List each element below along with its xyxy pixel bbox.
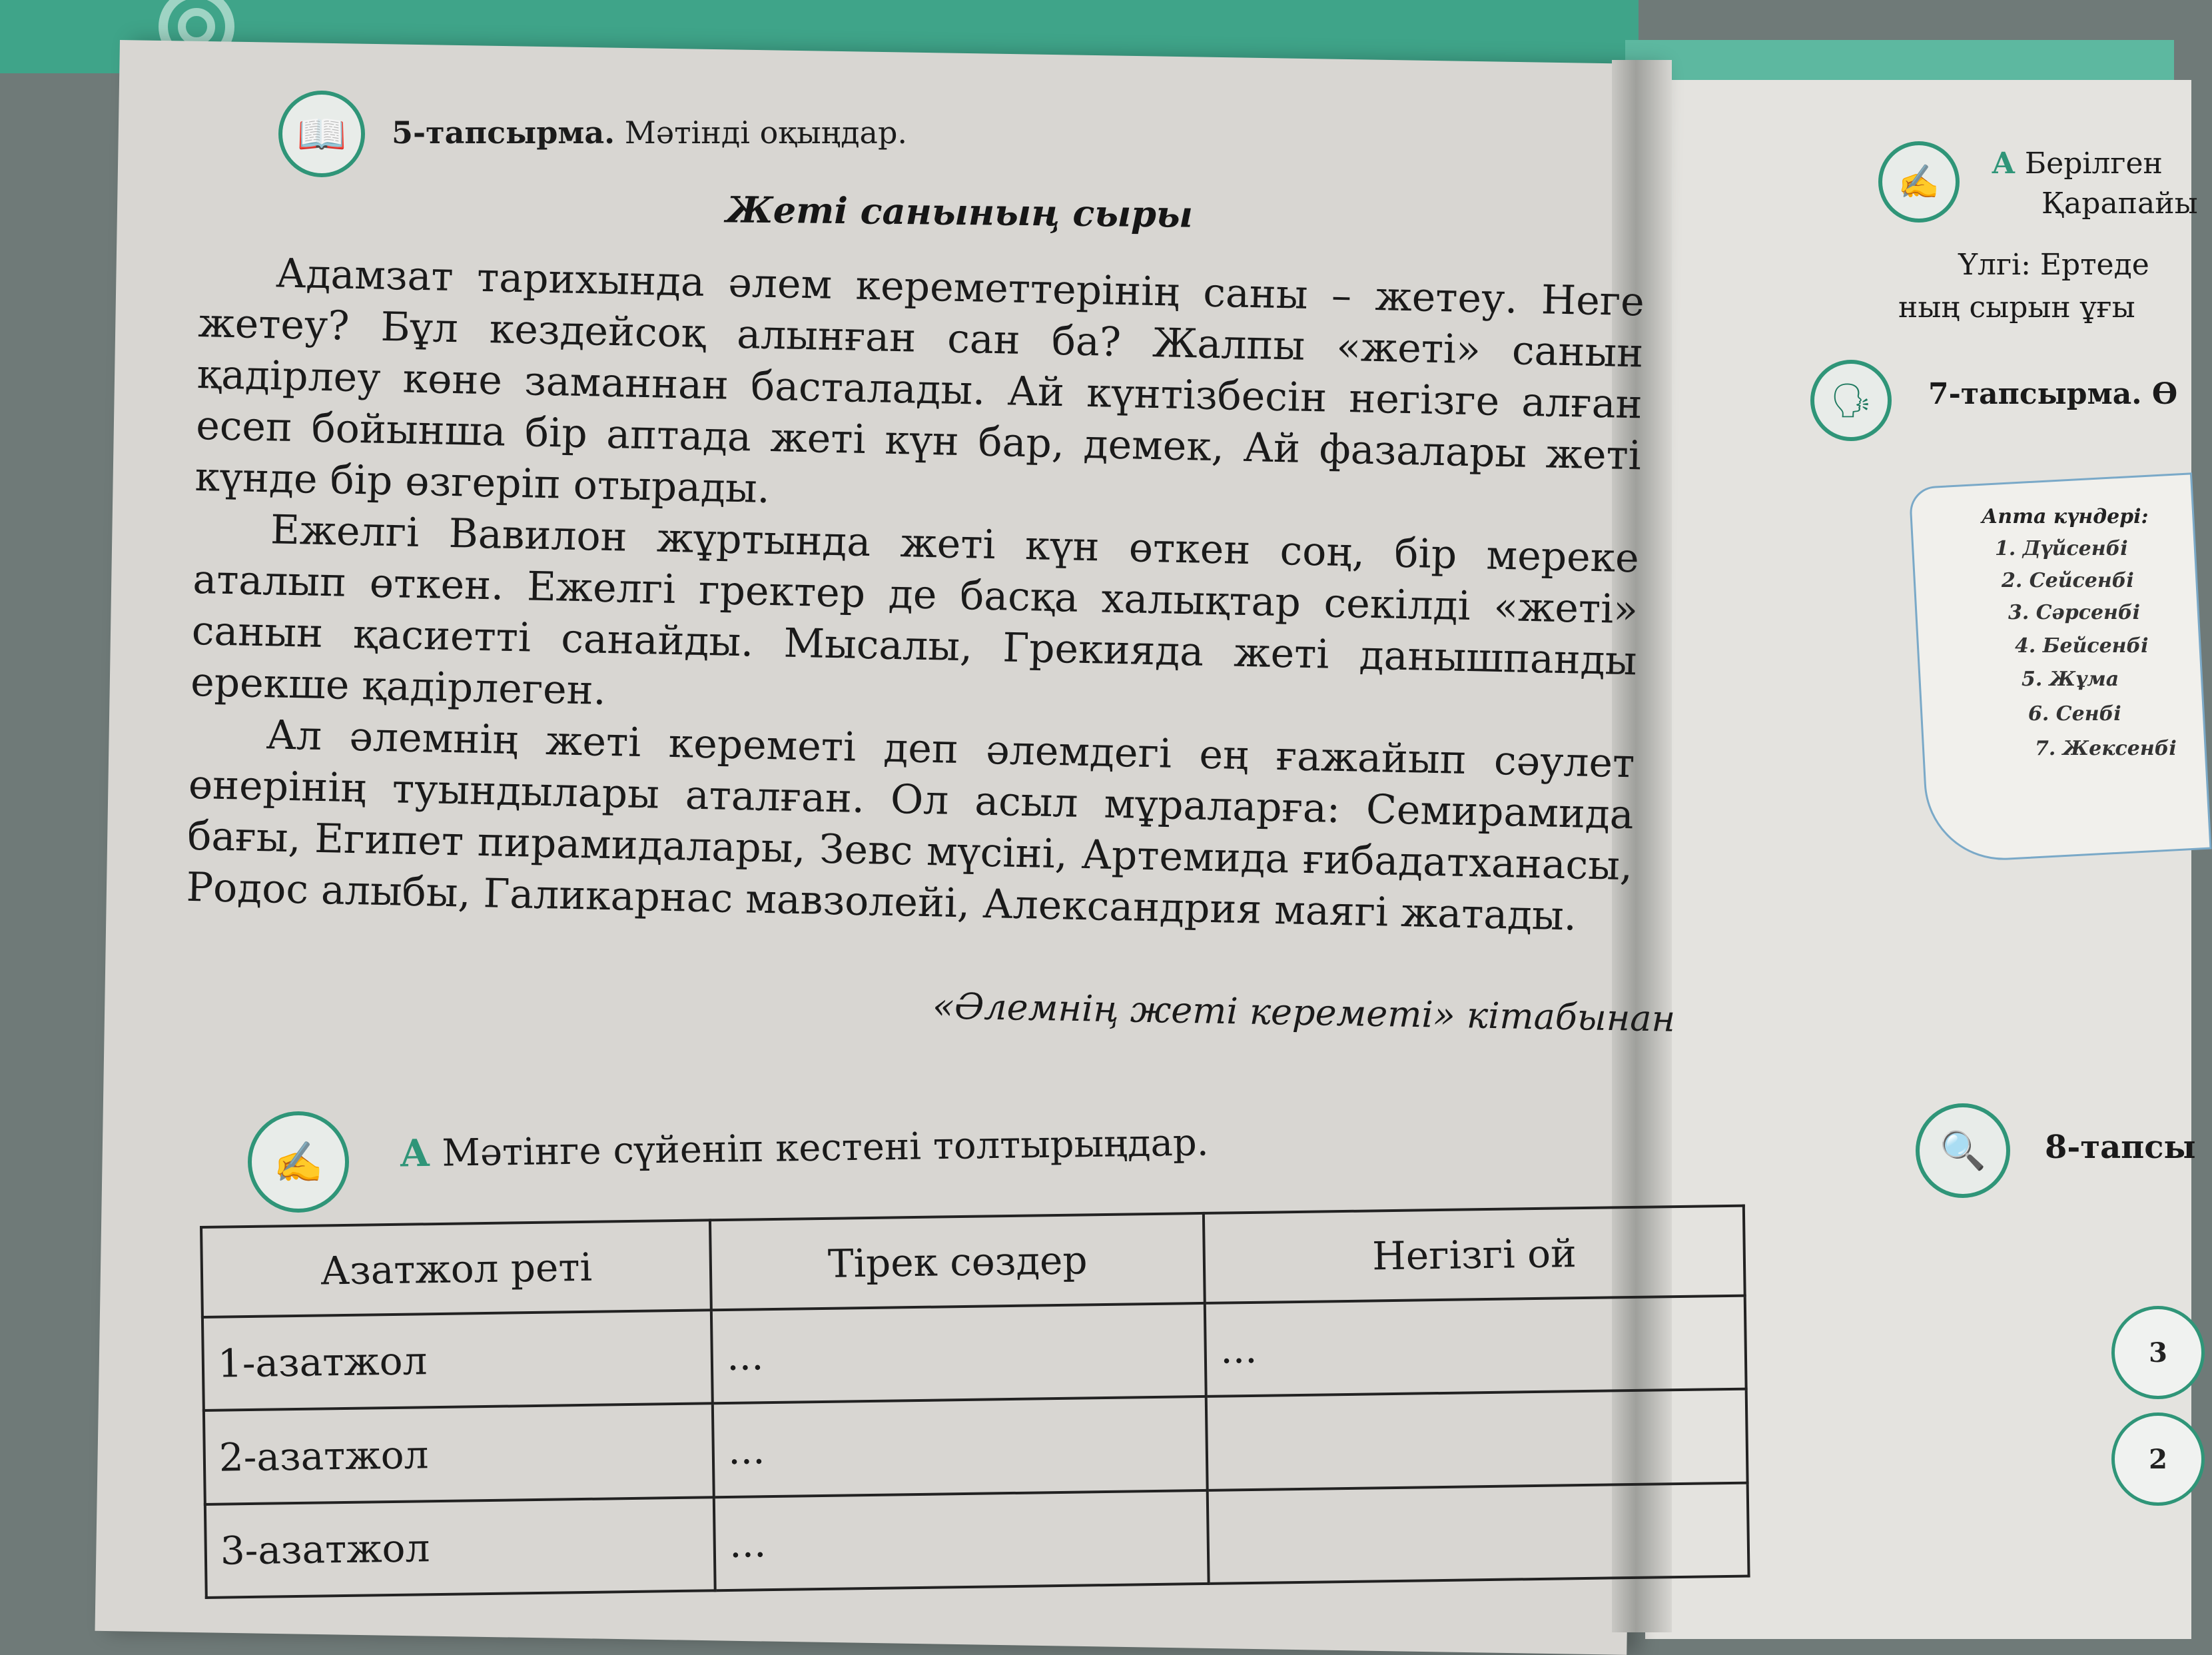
number-petal: 2 <box>2111 1412 2205 1506</box>
number-petal: 3 <box>2111 1306 2205 1399</box>
task-a-right-letter: А <box>1992 147 2016 181</box>
table-cell[interactable]: ... <box>1205 1296 1746 1397</box>
weekday-item: 7. Жексенбі <box>2035 737 2177 760</box>
table-cell[interactable] <box>1206 1389 1748 1490</box>
fill-in-table <box>200 1205 1750 1599</box>
table-cell: 2-азатжол <box>204 1404 714 1504</box>
speaking-icon: 🗣 <box>1810 360 1892 441</box>
task5-heading <box>392 115 907 151</box>
reading-icon: 📖 <box>278 91 365 177</box>
weekday-item: 2. Сейсенбі <box>2002 569 2134 592</box>
writing-hand-icon: ✍ <box>248 1111 349 1213</box>
table-cell[interactable]: ... <box>711 1303 1206 1404</box>
reading-text <box>186 247 1645 943</box>
weekday-item: 1. Дүйсенбі <box>1995 537 2128 560</box>
task7-heading: 7-тапсырма. Ө <box>1928 377 2178 411</box>
example-line-2: ның сырын ұғы <box>1898 290 2135 324</box>
example-line-1: Үлгі: Ертеде <box>1958 248 2149 282</box>
text-title: Жеті санының сыры <box>725 188 1194 236</box>
paragraph-1: Адамзат тарихында әлем кереметтерінің саны – жетеу. Неге жетеу? Бұл кездейсоқ алынған сан ба? Жалпы «жеті» санын қадірлеу көне заманнан басталады. Ай күнтізбесін негізге алған есеп бойынша бір аптада жеті күн бар, демек, Ай фазалары жеті күнде бір өзгеріп отырады. <box>194 250 1645 512</box>
task-a-instruction: Мәтінге сүйеніп кестені толтырыңдар. <box>442 1121 1209 1175</box>
table-cell[interactable]: ... <box>713 1396 1208 1497</box>
table-header: Азатжол реті <box>201 1220 711 1317</box>
weekday-item: 6. Сенбі <box>2028 702 2121 726</box>
table-cell[interactable] <box>1208 1482 1749 1584</box>
weekday-item: 3. Сәрсенбі <box>2008 601 2140 624</box>
task-a-right-line1: Берілген <box>2024 147 2163 181</box>
weekday-item: 4. Бейсенбі <box>2015 634 2149 658</box>
magnifier-icon: 🔍 <box>1916 1103 2010 1198</box>
task-a-right <box>1992 147 2163 181</box>
table-cell[interactable]: ... <box>714 1490 1209 1591</box>
table-header: Негізгі ой <box>1204 1206 1744 1304</box>
table-header: Тірек сөздер <box>710 1213 1205 1311</box>
task8-heading: 8-тапсы <box>2045 1129 2196 1166</box>
table-cell: 3-азатжол <box>205 1497 715 1598</box>
task5-instruction: Мәтінді оқыңдар. <box>624 115 908 151</box>
task5-number: 5-тапсырма. <box>392 115 615 151</box>
table-cell: 1-азатжол <box>202 1310 713 1410</box>
scroll-title: Апта күндері: <box>1982 505 2149 528</box>
weekday-item: 5. Жұма <box>2022 668 2119 691</box>
task-a-right-line2: Қарапайы <box>2041 187 2198 221</box>
writing-hand-icon: ✍ <box>1878 141 1960 223</box>
task-a-letter: А <box>399 1131 431 1176</box>
paragraph-2: Ежелгі Вавилон жұртында жеті күн өткен соң, бір мереке аталып өткен. Ежелгі гректер де басқа халықтар секілді «жеті» санын қасиетті санайды. Мысалы, Грекияда жеті данышпанды ерекше қадірлеген. <box>190 506 1640 714</box>
text-source: «Әлемнің жеті кереметі» кітабынан <box>932 985 1676 1040</box>
paragraph-3: Ал әлемнің жеті кереметі деп әлемдегі ең ғажайып сәулет өнерінің туындылары аталған. Ол асыл мұраларға: Семирамида бағы, Египет пирамидалары, Зевс мүсіні, Артемида ғибадатханасы, Родос алыбы, Галикарнас мавзолейі, Александрия маягі жатады. <box>186 712 1635 940</box>
